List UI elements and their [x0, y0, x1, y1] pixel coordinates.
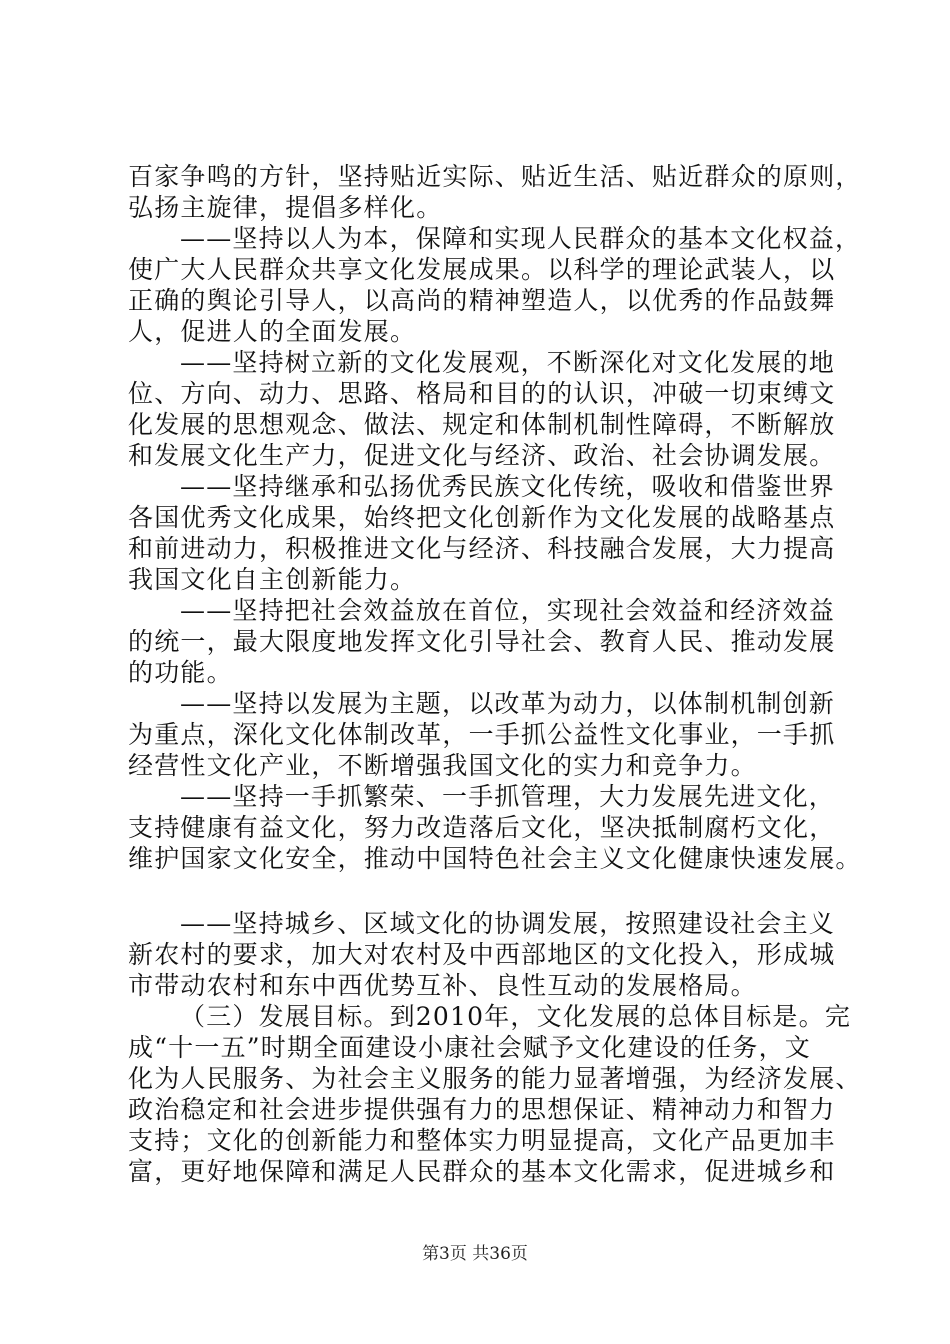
text-line: 位、方向、动力、思路、格局和目的的认识，冲破一切束缚文 — [128, 379, 836, 408]
page-number: 第3页 共36页 — [422, 1244, 528, 1264]
text-line: ——坚持继承和弘扬优秀民族文化传统，吸收和借鉴世界 — [180, 472, 836, 501]
text-line: ——坚持树立新的文化发展观，不断深化对文化发展的地 — [180, 348, 836, 377]
text-line: 弘扬主旋律，提倡多样化。 — [128, 193, 443, 222]
page-footer — [0, 1244, 950, 1264]
text-line: 为重点，深化文化体制改革，一手抓公益性文化事业，一手抓 — [128, 720, 836, 749]
text-line: 支持；文化的创新能力和整体实力明显提高，文化产品更加丰 — [128, 1126, 836, 1155]
text-line: 富，更好地保障和满足人民群众的基本文化需求，促进城乡和 — [128, 1157, 836, 1186]
text-line: 成“十一五”时期全面建设小康社会赋予文化建设的任务，文 — [128, 1033, 811, 1062]
paragraph-gap — [128, 874, 840, 908]
text-line: 和前进动力，积极推进文化与经济、科技融合发展，大力提高 — [128, 534, 836, 563]
text-line: 人，促进人的全面发展。 — [128, 317, 417, 346]
text-line: 和发展文化生产力，促进文化与经济、政治、社会协调发展。 — [128, 441, 836, 470]
text-line: 使广大人民群众共享文化发展成果。以科学的理论武装人，以 — [128, 255, 836, 284]
text-line: 的功能。 — [128, 658, 233, 687]
document-body — [128, 161, 862, 1187]
text-line: 的统一，最大限度地发挥文化引导社会、教育人民、推动发展 — [128, 627, 836, 656]
text-line: 支持健康有益文化，努力改造落后文化，坚决抵制腐朽文化， — [128, 813, 836, 842]
text-line: 我国文化自主创新能力。 — [128, 565, 417, 594]
text-line: （三）发展目标。到2010年，文化发展的总体目标是。完 — [180, 1002, 852, 1031]
text-line: 各国优秀文化成果，始终把文化创新作为文化发展的战略基点 — [128, 503, 836, 532]
text-line: 维护国家文化安全，推动中国特色社会主义文化健康快速发展。 — [128, 844, 862, 873]
text-line: 经营性文化产业，不断增强我国文化的实力和竞争力。 — [128, 751, 757, 780]
text-line: ——坚持城乡、区域文化的协调发展，按照建设社会主义 — [180, 909, 836, 938]
text-line: 政治稳定和社会进步提供强有力的思想保证、精神动力和智力 — [128, 1095, 836, 1124]
text-line: 正确的舆论引导人，以高尚的精神塑造人，以优秀的作品鼓舞 — [128, 286, 836, 315]
text-line: ——坚持以发展为主题，以改革为动力，以体制机制创新 — [180, 689, 836, 718]
text-line: 化为人民服务、为社会主义服务的能力显著增强，为经济发展、 — [128, 1064, 862, 1093]
text-line: 新农村的要求，加大对农村及中西部地区的文化投入，形成城 — [128, 940, 836, 969]
text-line: 百家争鸣的方针，坚持贴近实际、贴近生活、贴近群众的原则， — [128, 162, 862, 191]
text-line: 化发展的思想观念、做法、规定和体制机制性障碍，不断解放 — [128, 410, 836, 439]
text-line: 市带动农村和东中西优势互补、良性互动的发展格局。 — [128, 971, 757, 1000]
text-line: ——坚持以人为本，保障和实现人民群众的基本文化权益， — [180, 224, 862, 253]
text-line: ——坚持一手抓繁荣、一手抓管理，大力发展先进文化， — [180, 782, 836, 811]
text-line: ——坚持把社会效益放在首位，实现社会效益和经济效益 — [180, 596, 836, 625]
